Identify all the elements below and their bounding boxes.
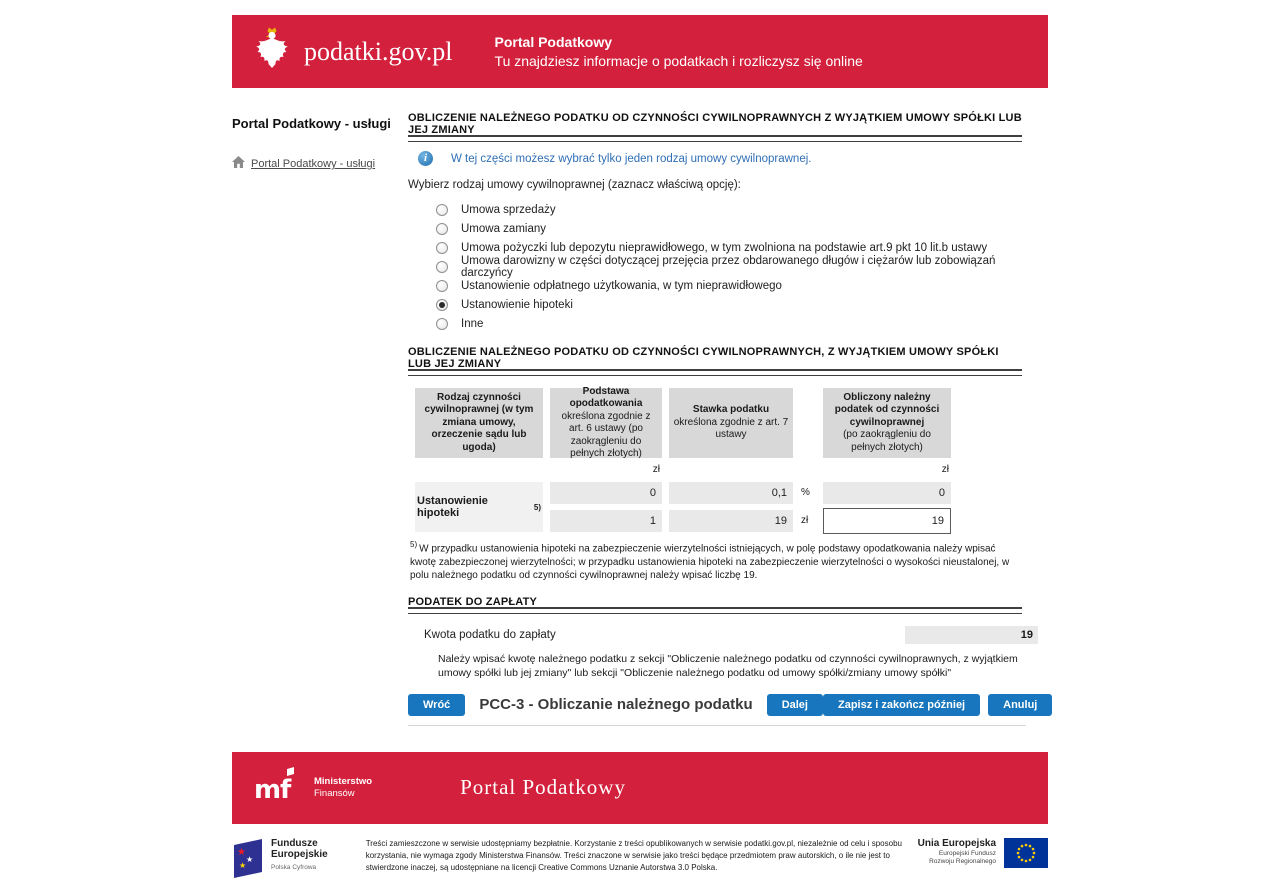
radio-option-label: Umowa darowizny w części dotyczącej przejęcia przez obdarowanego długów i ciężarów lub zobowiązań darczyńcy xyxy=(461,254,996,279)
svg-text:m: m xyxy=(254,775,282,804)
kwota-field: 19 xyxy=(905,626,1038,644)
payment-title: PODATEK DO ZAPŁATY xyxy=(408,592,1022,614)
radio-button[interactable] xyxy=(436,280,448,292)
unit-percent: % xyxy=(801,487,810,498)
footnote: $^{5)}$ W przypadku ustanowienia hipoteki na zabezpieczenie wierzytelności istniejących, w polę podstawy opodatkowania należy wpisać kwotę zabezpieczonej wierzytelności; w przypadku ustanowienia hipoteki na zabezpieczenie wierzytelności o wysokości nieustalonej, w polu należnego podatku od czynności cywilnoprawnej należy wpisać liczbę 19. xyxy=(410,540,1010,581)
radio-option-label: Umowa zamiany xyxy=(461,222,546,235)
sidebar-heading: Portal Podatkowy - usługi xyxy=(232,116,391,131)
ministry-of-finance-logo-icon xyxy=(254,767,306,808)
eu-flag-icon xyxy=(1004,838,1048,873)
section2-title: OBLICZENIE NALEŻNEGO PODATKU OD CZYNNOŚCI CYWILNOPRAWNYCH, Z WYJĄTKIEM UMOWY SPÓŁKI LUB JEJ ZMIANY xyxy=(408,342,1022,376)
portal-title: Portal Podatkowy xyxy=(494,34,612,50)
choose-contract-label: Wybierz rodzaj umowy cywilnoprawnej (zaznacz właściwą opcję): xyxy=(408,179,741,191)
license-disclaimer: Treści zamieszczone w serwisie udostępniamy bezpłatnie. Korzystanie z treści opublikowanych w serwisie podatki.gov.pl, niezależnie od celu i sposobu korzystania, nie wymaga zgody Ministerstwa Finansów. Treści znaczone w serwisie jako treści będące przedmiotem praw autorskich, o ile nie jest to stwierdzone inaczej, są udostępniane na licencji Creative Commons Uznanie Autorstwa 3.0 Polska. xyxy=(365,838,902,872)
col-header-podatek: Obliczony należny podatek od czynności cywilnoprawnej (po zaokrągleniu do pełnych złotych) xyxy=(823,388,951,458)
row-label-hipoteka: Ustanowienie hipoteki 5) xyxy=(415,482,543,532)
field-podatek-1: 0 xyxy=(823,482,951,504)
contract-type-options xyxy=(436,200,1048,333)
save-and-finish-later-button[interactable]: Zapisz i zakończ później xyxy=(823,694,980,716)
portal-subtitle: Tu znajdziesz informacje o podatkach i rozliczysz się online xyxy=(494,53,863,69)
main-content xyxy=(408,108,1048,726)
svg-text:f: f xyxy=(280,775,292,804)
footer-portal-title: Portal Podatkowy xyxy=(460,775,626,800)
ministry-name-line2: Finansów xyxy=(314,787,355,799)
radio-option[interactable] xyxy=(436,219,1048,238)
radio-option[interactable] xyxy=(436,200,1048,219)
sidebar-link-label[interactable]: Portal Podatkowy - usługi xyxy=(251,158,376,170)
radio-option[interactable] xyxy=(436,314,1048,333)
ministry-footer xyxy=(232,752,1048,824)
radio-button[interactable] xyxy=(436,242,448,254)
col-header-stawka: Stawka podatku określona zgodnie z art. 7 ustawy xyxy=(669,388,793,458)
ministry-name-line1: Ministerstwo xyxy=(314,776,373,788)
action-bar xyxy=(408,694,1038,726)
radio-option-label: Ustanowienie odpłatnego użytkowania, w tym nieprawidłowego xyxy=(461,279,782,292)
field-podstawa-1: 0 xyxy=(550,482,662,504)
unit-zl-row: zł xyxy=(801,515,809,526)
radio-option[interactable] xyxy=(436,276,1048,295)
info-row xyxy=(418,151,1048,166)
european-funds-flag-icon xyxy=(232,838,264,883)
fe-label-line2: Europejskie xyxy=(271,849,328,861)
eu-label-line1: Unia Europejska xyxy=(917,837,996,849)
svg-text:★: ★ xyxy=(239,860,247,870)
radio-option[interactable] xyxy=(436,254,1048,279)
radio-option[interactable] xyxy=(436,295,1048,314)
unit-zl-podatek: zł xyxy=(941,464,949,475)
unit-zl-podstawa: zł xyxy=(652,464,660,475)
radio-button[interactable] xyxy=(436,261,448,273)
field-stawka-2: 19 xyxy=(669,510,793,532)
radio-button[interactable] xyxy=(436,204,448,216)
sidebar xyxy=(232,108,408,726)
eu-label-line3: Rozwoju Regionalnego xyxy=(929,858,996,866)
polish-eagle-icon xyxy=(252,26,292,77)
field-podstawa-2: 1 xyxy=(550,510,662,532)
tax-table xyxy=(415,385,1048,532)
radio-button[interactable] xyxy=(436,223,448,235)
back-button[interactable]: Wróć xyxy=(408,694,465,716)
svg-text:★: ★ xyxy=(237,846,246,858)
section1-title: OBLICZENIE NALEŻNEGO PODATKU OD CZYNNOŚCI CYWILNOPRAWNYCH Z WYJĄTKIEM UMOWY SPÓŁKI LUB JEJ ZMIANY xyxy=(408,108,1022,142)
radio-option-label: Inne xyxy=(461,317,484,330)
col-header-rodzaj: Rodzaj czynności cywilnoprawnej (w tym zmiana umowy, orzeczenie sądu lub ugoda) xyxy=(415,388,543,458)
info-icon: i xyxy=(418,151,433,166)
col-header-podstawa: Podstawa opodatkowania określona zgodnie z art. 6 ustawy (po zaokrągleniu do pełnych złotych) xyxy=(550,388,662,458)
home-icon xyxy=(232,155,245,173)
brand-wordmark: podatki.gov.pl xyxy=(304,36,453,66)
radio-option-label: Ustanowienie hipoteki xyxy=(461,298,573,311)
info-text: W tej części możesz wybrać tylko jeden rodzaj umowy cywilnoprawnej. xyxy=(451,152,812,165)
kwota-label: Kwota podatku do zapłaty xyxy=(424,629,556,642)
radio-option-label: Umowa sprzedaży xyxy=(461,203,556,216)
eu-label-line2: Europejski Fundusz xyxy=(938,850,996,858)
radio-option-label: Umowa pożyczki lub depozytu nieprawidłowego, w tym zwolniona na podstawie art.9 pkt 10 lit.b ustawy xyxy=(461,241,988,254)
svg-text:★: ★ xyxy=(246,854,254,864)
fe-label-line3: Polska Cyfrowa xyxy=(271,863,317,871)
form-flow-title: PCC-3 - Obliczanie należnego podatku xyxy=(479,696,753,714)
next-button[interactable]: Dalej xyxy=(767,694,823,716)
cancel-button[interactable]: Anuluj xyxy=(988,694,1052,716)
eu-funding-strip xyxy=(232,838,1048,895)
sidebar-item-uslugi[interactable] xyxy=(232,155,408,173)
field-stawka-1: 0,1 xyxy=(669,482,793,504)
site-header xyxy=(232,15,1048,88)
podatek-input[interactable] xyxy=(823,508,951,534)
fe-label-line1: Fundusze xyxy=(271,837,318,849)
radio-button[interactable] xyxy=(436,299,448,311)
radio-button[interactable] xyxy=(436,318,448,330)
payment-help-text: Należy wpisać kwotę należnego podatku z sekcji "Obliczenie należnego podatku od czynności cywilnoprawnych, z wyjątkiem umowy spółki lub jej zmiany" lub sekcji "Obliczenie należnego podatku od umowy spółki/zmiany umowy spółki" xyxy=(438,653,1018,680)
